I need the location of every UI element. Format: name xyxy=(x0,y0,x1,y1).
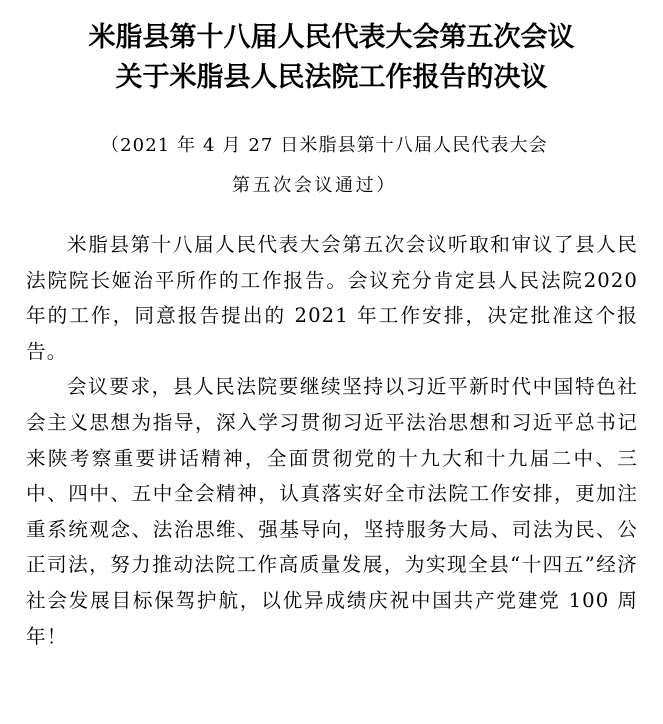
adoption-note-line-2: 第五次会议通过） xyxy=(232,175,397,196)
document-title-line-2: 关于米脂县人民法院工作报告的决议 xyxy=(115,62,548,93)
adoption-note-line-1: （2021 年 4 月 27 日米脂县第十八届人民代表大会 xyxy=(101,135,548,156)
body-paragraph-1: 米脂县第十八届人民代表大会第五次会议听取和审议了县人民法院院长姬治平所作的工作报告。会议充分肯定县人民法院2020 年的工作，同意报告提出的 2021 年工作安排，决定批准这个报告。 xyxy=(26,233,638,363)
body-paragraph-2: 会议要求，县人民法院要继续坚持以习近平新时代中国特色社会主义思想为指导，深入学习贯彻习近平法治思想和习近平总书记来陕考察重要讲话精神，全面贯彻党的十九大和十九届二中、三中、四中、五中全会精神，认真落实好全市法院工作安排，更加注重系统观念、法治思维、强基导向，坚持服务大局、司法为民、公正司法，努力推动法院工作高质量发展，为实现全县“十四五”经济社会发展目标保驾护航，以优异成绩庆祝中国共产党建党 100 周年！ xyxy=(26,375,638,648)
document-title-line-1: 米脂县第十八届人民代表大会第五次会议 xyxy=(88,22,575,53)
resolution-body xyxy=(26,227,638,654)
